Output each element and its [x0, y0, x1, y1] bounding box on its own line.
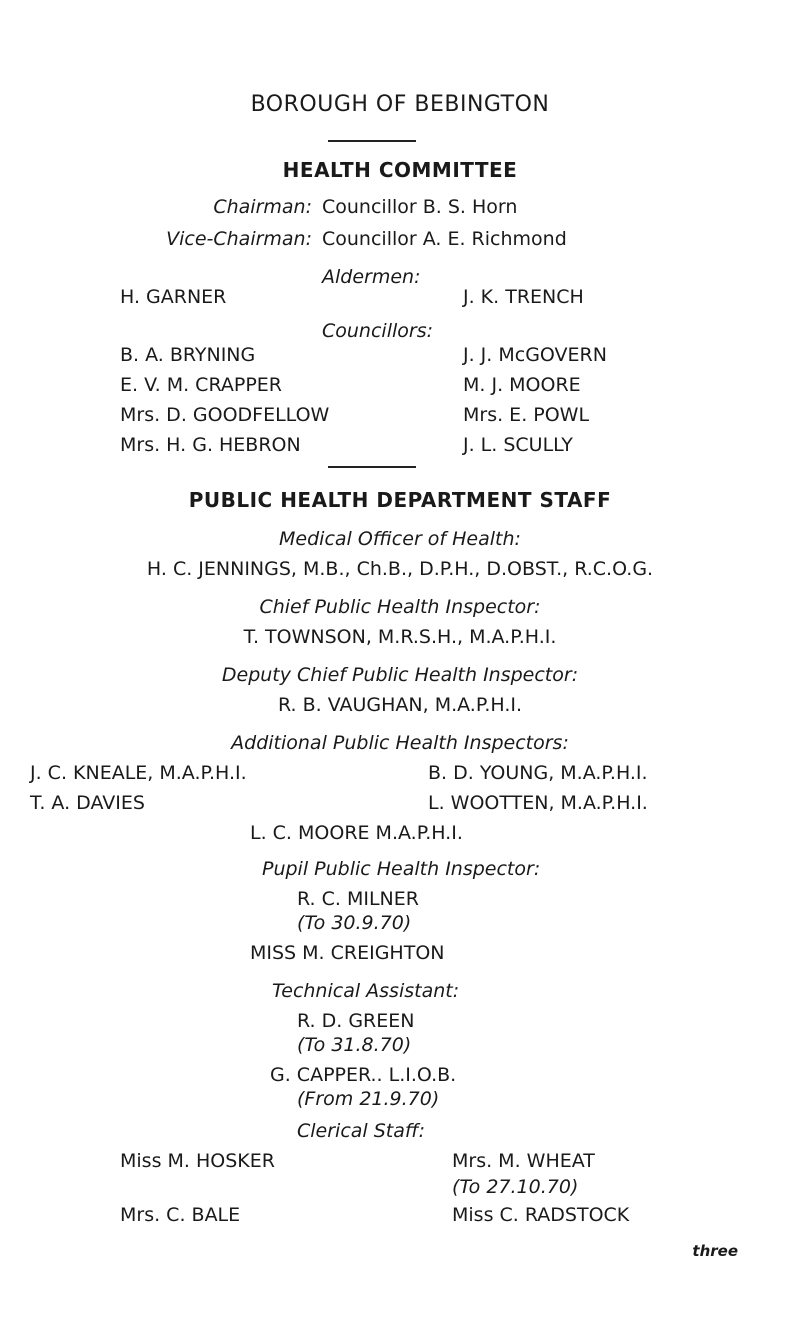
councillor-left-3: Mrs. D. GOODFELLOW [120, 404, 330, 426]
alderman-right: J. K. TRENCH [463, 286, 584, 308]
councillor-right-1: J. J. McGOVERN [463, 344, 607, 366]
clerical-staff-1: Miss M. HOSKER [120, 1150, 275, 1172]
councillor-left-4: Mrs. H. G. HEBRON [120, 434, 301, 456]
middle-rule [328, 466, 416, 468]
councillor-right-4: J. L. SCULLY [463, 434, 573, 456]
councillor-left-1: B. A. BRYNING [120, 344, 256, 366]
moh-label: Medical Officer of Health: [279, 528, 521, 550]
additional-inspector-2: B. D. YOUNG, M.A.P.H.I. [428, 762, 648, 784]
technical-assistant-2: G. CAPPER.. L.I.O.B. [270, 1064, 457, 1086]
clerical-staff-2: Mrs. M. WHEAT [452, 1150, 595, 1172]
technical-assistant-1-note: (To 31.8.70) [297, 1034, 412, 1056]
staff-heading: PUBLIC HEALTH DEPARTMENT STAFF [188, 488, 612, 512]
councillor-right-2: M. J. MOORE [463, 374, 581, 396]
additional-inspector-1: J. C. KNEALE, M.A.P.H.I. [30, 762, 247, 784]
clerical-label: Clerical Staff: [297, 1120, 425, 1142]
technical-assistant-2-note: (From 21.9.70) [297, 1088, 440, 1110]
clerical-staff-4: Miss C. RADSTOCK [452, 1204, 630, 1226]
dcphi-name: R. B. VAUGHAN, M.A.P.H.I. [277, 694, 522, 716]
additional-inspector-3: T. A. DAVIES [30, 792, 145, 814]
dcphi-label: Deputy Chief Public Health Inspector: [221, 664, 579, 686]
top-rule [328, 140, 416, 142]
cphi-label: Chief Public Health Inspector: [259, 596, 541, 618]
clerical-staff-3: Mrs. C. BALE [120, 1204, 241, 1226]
technical-label: Technical Assistant: [272, 980, 460, 1002]
cphi-name: T. TOWNSON, M.R.S.H., M.A.P.H.I. [243, 626, 557, 648]
page-number: three [692, 1242, 738, 1260]
additional-label: Additional Public Health Inspectors: [231, 732, 569, 754]
pupil-inspector-1-note: (To 30.9.70) [297, 912, 412, 934]
additional-inspector-5: L. C. MOORE M.A.P.H.I. [250, 822, 463, 844]
pupil-inspector-2: MISS M. CREIGHTON [250, 942, 445, 964]
additional-inspector-4: L. WOOTTEN, M.A.P.H.I. [428, 792, 648, 814]
moh-name: H. C. JENNINGS, M.B., Ch.B., D.P.H., D.OBST., R.C.O.G. [146, 558, 654, 580]
clerical-staff-2-note: (To 27.10.70) [452, 1176, 579, 1198]
borough-title: BOROUGH OF BEBINGTON [250, 92, 550, 117]
pupil-label: Pupil Public Health Inspector: [262, 858, 541, 880]
alderman-left: H. GARNER [120, 286, 227, 308]
health-committee-heading: HEALTH COMMITTEE [282, 158, 518, 182]
vice-chairman-label: Vice-Chairman: [166, 228, 312, 250]
chairman-name: Councillor B. S. Horn [322, 196, 518, 218]
councillor-left-2: E. V. M. CRAPPER [120, 374, 283, 396]
aldermen-label: Aldermen: [322, 266, 421, 288]
vice-chairman-name: Councillor A. E. Richmond [322, 228, 567, 250]
councillor-right-3: Mrs. E. POWL [463, 404, 590, 426]
councillors-label: Councillors: [322, 320, 433, 342]
technical-assistant-1: R. D. GREEN [297, 1010, 415, 1032]
chairman-label: Chairman: [213, 196, 312, 218]
pupil-inspector-1: R. C. MILNER [297, 888, 419, 910]
